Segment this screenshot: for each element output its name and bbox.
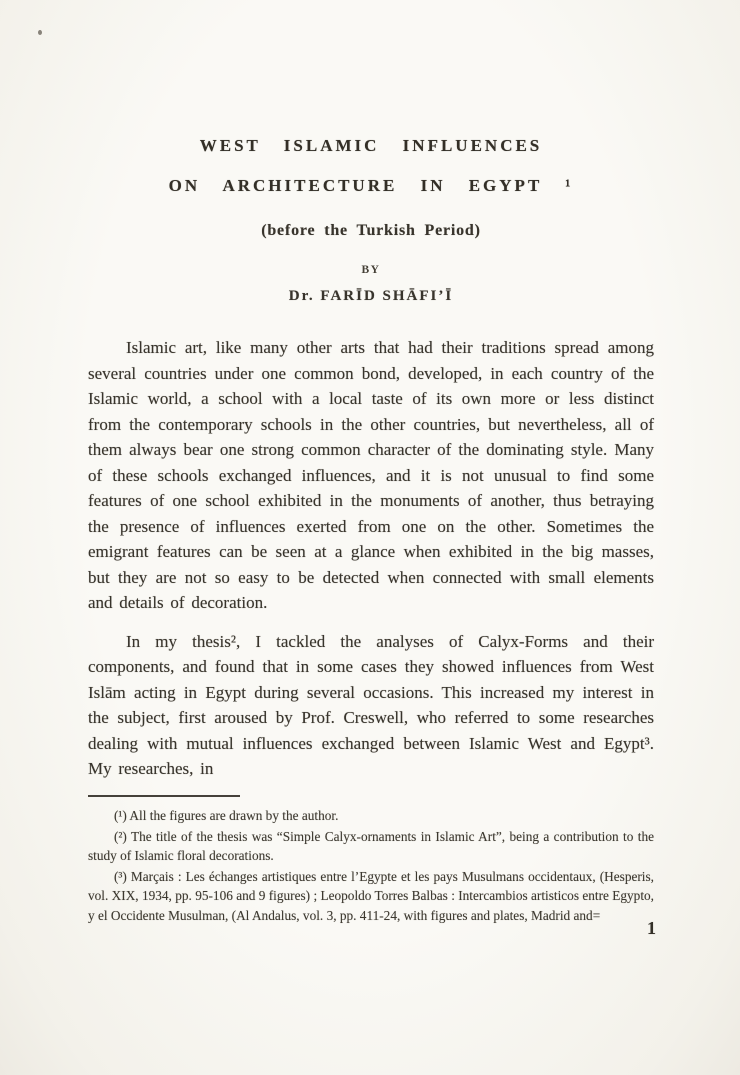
- scan-artifact: [38, 30, 42, 35]
- footnote-separator: [88, 795, 240, 797]
- page-number: 1: [647, 918, 656, 938]
- title-line-1: WEST ISLAMIC INFLUENCES: [199, 136, 543, 155]
- article-body: [88, 335, 654, 782]
- footnote-3: (³) Marçais : Les échanges artistiques entre l’Egypte et les pays Musulmans occidentaux, (Hesperis, vol. XIX, 1934, pp. 95-106 and 9 figures) ; Leopoldo Torres Balbas : Intercambios artisticos entre Egypto, y el Occidente Musulman, (Al Andalus, vol. 3, pp. 411-24, with figures and plates, Madrid and=: [88, 869, 654, 923]
- author-name: Dr. FARĪD SHĀFI’Ī: [288, 288, 454, 304]
- paragraph-2: In my thesis², I tackled the analyses of Calyx-Forms and their components, and found that in some cases they showed influences from West Islām acting in Egypt during several occasions. This increased my interest in the subject, first aroused by Prof. Creswell, who referred to some researches dealing with mutual influences exchanged between Islamic West and Egypt³. My researches, in: [88, 631, 654, 778]
- footnotes-block: [88, 806, 654, 925]
- byline: BY: [361, 264, 381, 276]
- footnote-2: (²) The title of the thesis was “Simple Calyx-ornaments in Islamic Art”, being a contribution to the study of Islamic floral decorations.: [88, 828, 654, 863]
- article-title: [88, 126, 654, 206]
- title-line-2: ON ARCHITECTURE IN EGYPT ¹: [168, 176, 574, 195]
- paragraph-1: Islamic art, like many other arts that had their traditions spread among several countries under one common bond, developed, in each country of the Islamic world, a school with a local taste of its own more or less distinct from the contemporary schools in the other countries, but nevertheless, all of them always bear one strong common character of the dominating style. Many of these schools exchanged influences, and it is not unusual to find some features of one school exhibited in the monuments of another, thus betraying the presence of influences exerted from one on the other. Sometimes the emigrant features can be seen at a glance when exhibited in the big masses, but they are not so easy to be detected when connected with small elements and details of decoration.: [88, 338, 654, 612]
- page-content: [88, 126, 654, 927]
- article-subtitle: (before the Turkish Period): [261, 222, 481, 239]
- footnote-1: (¹) All the figures are drawn by the author.: [114, 807, 339, 823]
